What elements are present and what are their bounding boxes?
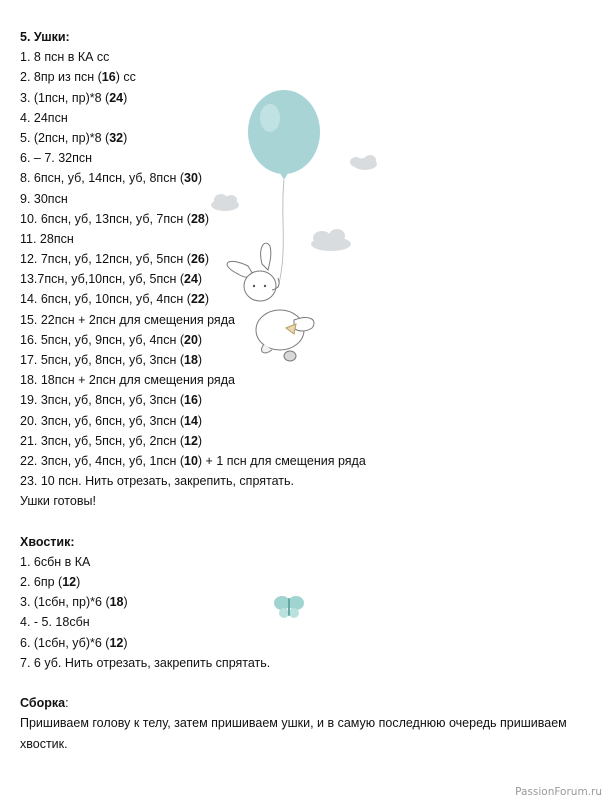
instruction-text: ) xyxy=(197,171,203,186)
instruction-text: ) xyxy=(76,575,81,590)
stitch-count: 10 xyxy=(184,453,198,468)
instruction-line xyxy=(20,209,590,229)
stitch-count: 24 xyxy=(184,272,198,287)
stitch-count: 26 xyxy=(190,252,205,267)
instruction-text: 17. 5псн, уб, 8псн, уб, 3псн ( xyxy=(20,353,184,367)
instruction-line xyxy=(20,411,590,431)
instruction-text: 4. - 5. 18сбн xyxy=(20,615,90,630)
instruction-text: 7. 6 уб. Нить отрезать, закрепить спрятать. xyxy=(20,655,271,670)
instruction-text: 19. 3псн, уб, 8псн, уб, 3псн ( xyxy=(20,393,184,408)
stitch-count: 28 xyxy=(190,211,205,226)
instruction-text: ) xyxy=(204,292,210,307)
instruction-text: 4. 24псн xyxy=(20,110,68,125)
instruction-line xyxy=(20,612,590,632)
stitch-count: 20 xyxy=(184,332,198,347)
instruction-line xyxy=(20,431,590,451)
instruction-text: 6. – 7. 32псн xyxy=(20,151,93,166)
instruction-text: 3. (1сбн, пр)*6 ( xyxy=(20,595,110,610)
stitch-count: 16 xyxy=(101,70,116,85)
instruction-text: 1. 6сбн в КА xyxy=(20,554,91,569)
section-spacer xyxy=(20,673,590,693)
document-content xyxy=(20,27,590,754)
instruction-text: ) xyxy=(197,413,203,428)
instruction-text: 13.7псн, уб,10псн, уб, 5псн ( xyxy=(20,272,184,287)
stitch-count: 30 xyxy=(184,171,198,186)
stitch-count: 12 xyxy=(184,433,198,448)
instruction-text: 6. (1сбн, уб)*6 ( xyxy=(20,635,110,650)
instruction-text: 1. 8 псн в КА сс xyxy=(20,50,110,65)
instruction-text: ) xyxy=(197,272,203,287)
instruction-text: 15. 22псн + 2псн для смещения ряда xyxy=(20,312,235,327)
instruction-line xyxy=(20,592,590,612)
section-spacer xyxy=(20,512,590,532)
pattern-sections xyxy=(20,27,590,693)
instruction-text: ) xyxy=(123,635,128,650)
section-2 xyxy=(20,532,590,694)
instruction-line xyxy=(20,249,590,269)
instruction-text: ) xyxy=(123,595,128,610)
instruction-text: ) xyxy=(204,211,210,226)
instruction-line xyxy=(20,168,590,188)
assembly-text: Пришиваем голову к телу, затем пришиваем ушки, и в самую последнюю очередь пришиваем хвостик. xyxy=(20,716,567,751)
instruction-line xyxy=(20,310,590,330)
stitch-count: 16 xyxy=(184,393,198,408)
instruction-text: Ушки готовы! xyxy=(20,494,96,509)
instruction-line xyxy=(20,491,590,511)
instruction-text: 10. 6псн, уб, 13псн, уб, 7псн ( xyxy=(20,211,191,226)
stitch-count: 32 xyxy=(109,130,124,145)
assembly-heading xyxy=(20,693,590,713)
stitch-count: 22 xyxy=(190,292,205,307)
instruction-line xyxy=(20,289,590,309)
instruction-text: ) xyxy=(197,353,203,367)
instruction-line xyxy=(20,471,590,491)
section-title: Хвостик: xyxy=(20,534,75,549)
instruction-text: ) xyxy=(123,130,128,145)
instruction-text: 18. 18псн + 2псн для смещения ряда xyxy=(20,373,235,388)
instruction-text: 22. 3псн, уб, 4псн, уб, 1псн ( xyxy=(20,453,184,468)
instruction-line xyxy=(20,350,590,370)
instruction-line xyxy=(20,47,590,67)
instruction-line xyxy=(20,148,590,168)
stitch-count: 18 xyxy=(109,595,124,610)
instruction-text: 3. (1псн, пр)*8 ( xyxy=(20,90,110,105)
instruction-text: ) xyxy=(197,433,203,448)
instruction-text: 21. 3псн, уб, 5псн, уб, 2псн ( xyxy=(20,433,184,448)
section-title: 5. Ушки: xyxy=(20,30,70,44)
instruction-text: 2. 6пр ( xyxy=(20,575,63,590)
section-1 xyxy=(20,27,590,532)
instruction-line xyxy=(20,653,590,673)
instruction-line xyxy=(20,108,590,128)
instruction-line xyxy=(20,128,590,148)
assembly-title-colon: : xyxy=(65,696,69,711)
stitch-count: 18 xyxy=(184,353,198,367)
stitch-count: 12 xyxy=(109,635,124,650)
instruction-text: ) xyxy=(197,393,203,408)
stitch-count: 12 xyxy=(62,575,77,590)
instruction-line xyxy=(20,189,590,209)
instruction-line xyxy=(20,229,590,249)
watermark: PassionForum.ru xyxy=(515,786,602,798)
instruction-text: 8. 6псн, уб, 14псн, уб, 8псн ( xyxy=(20,171,184,186)
instruction-text: 12. 7псн, уб, 12псн, уб, 5псн ( xyxy=(20,252,191,267)
instruction-text: 5. (2псн, пр)*8 ( xyxy=(20,130,110,145)
instruction-text: ) сс xyxy=(115,70,136,85)
stitch-count: 14 xyxy=(184,413,198,428)
instruction-text: ) + 1 псн для смещения ряда xyxy=(197,453,366,468)
assembly-title: Сборка xyxy=(20,696,66,711)
instruction-text: 14. 6псн, уб, 10псн, уб, 4псн ( xyxy=(20,292,191,307)
instruction-text: 2. 8пр из псн ( xyxy=(20,70,102,85)
instruction-line xyxy=(20,330,590,350)
instruction-text: 11. 28псн xyxy=(20,231,74,246)
instruction-text: ) xyxy=(197,332,203,347)
instruction-line xyxy=(20,552,590,572)
instruction-line xyxy=(20,370,590,390)
instruction-line xyxy=(20,67,590,87)
instruction-text: 20. 3псн, уб, 6псн, уб, 3псн ( xyxy=(20,413,184,428)
instruction-line xyxy=(20,451,590,471)
stitch-count: 24 xyxy=(109,90,124,105)
instruction-text: ) xyxy=(123,90,128,105)
instruction-text: 9. 30псн xyxy=(20,191,68,206)
instruction-line xyxy=(20,269,590,289)
instruction-line xyxy=(20,88,590,108)
instruction-line xyxy=(20,572,590,592)
instruction-text: 23. 10 псн. Нить отрезать, закрепить, спрятать. xyxy=(20,474,294,489)
instruction-line xyxy=(20,633,590,653)
instruction-line xyxy=(20,390,590,410)
instruction-text: 16. 5псн, уб, 9псн, уб, 4псн ( xyxy=(20,332,184,347)
instruction-text: ) xyxy=(204,252,210,267)
